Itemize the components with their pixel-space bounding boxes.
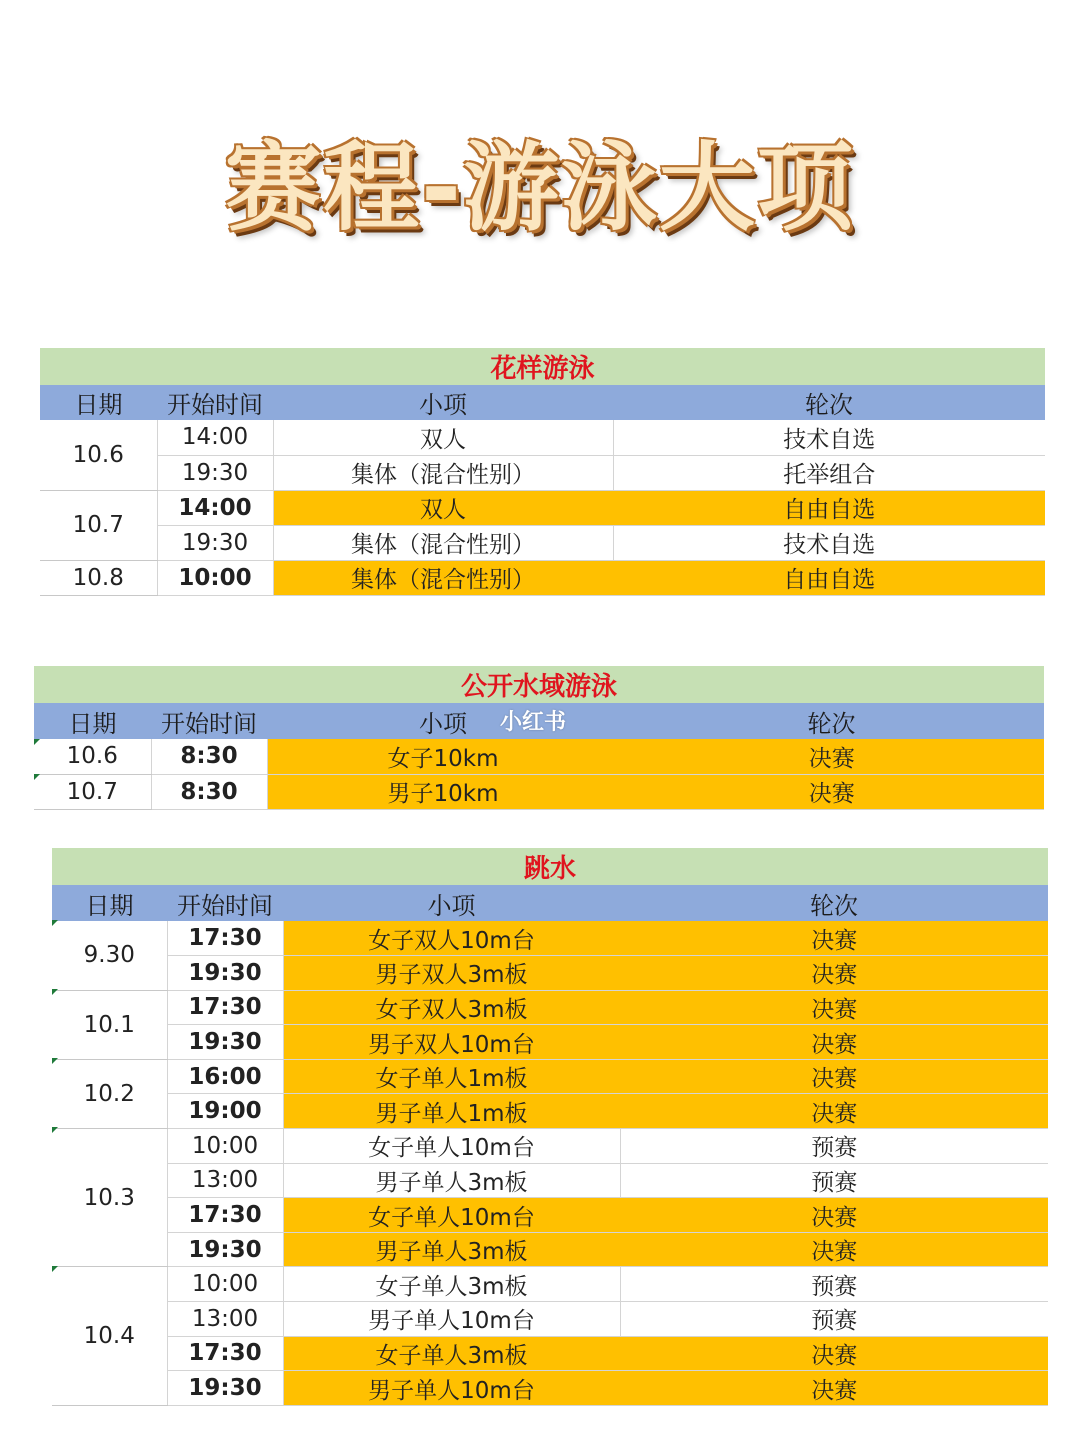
time-cell: 17:30 xyxy=(167,990,283,1025)
round-cell: 预赛 xyxy=(620,1267,1048,1302)
table-row xyxy=(52,990,1048,1025)
round-cell: 自由自选 xyxy=(613,560,1045,595)
table-row xyxy=(52,1059,1048,1094)
round-cell: 决赛 xyxy=(620,921,1048,956)
event-cell: 双人 xyxy=(273,490,613,525)
cell-marker-icon xyxy=(52,920,58,926)
section-title: 公开水域游泳 xyxy=(34,666,1044,703)
time-cell: 10:00 xyxy=(167,1129,283,1164)
time-cell: 19:00 xyxy=(167,1094,283,1129)
cell-marker-icon xyxy=(34,774,40,780)
time-cell: 19:30 xyxy=(167,1025,283,1060)
event-cell: 女子双人3m板 xyxy=(283,990,620,1025)
cell-marker-icon xyxy=(52,1127,58,1133)
round-cell: 自由自选 xyxy=(613,490,1045,525)
event-cell: 男子10km xyxy=(267,774,619,809)
event-cell: 男子单人3m板 xyxy=(283,1163,620,1198)
header-start-time: 开始时间 xyxy=(167,885,283,921)
time-cell: 17:30 xyxy=(167,1336,283,1371)
artistic-swimming-table xyxy=(40,348,1045,596)
header-event: 小项 xyxy=(273,385,613,420)
table-row xyxy=(34,774,1044,809)
round-cell: 技术自选 xyxy=(613,420,1045,455)
event-cell: 双人 xyxy=(273,420,613,455)
table-row xyxy=(52,956,1048,991)
date-cell: 10.4 xyxy=(52,1267,167,1405)
time-cell: 10:00 xyxy=(157,560,273,595)
round-cell: 预赛 xyxy=(620,1163,1048,1198)
round-cell: 决赛 xyxy=(620,956,1048,991)
table-row xyxy=(40,490,1045,525)
round-cell: 决赛 xyxy=(620,1336,1048,1371)
date-cell: 9.30 xyxy=(52,921,167,990)
table-row xyxy=(40,560,1045,595)
event-cell: 女子单人1m板 xyxy=(283,1059,620,1094)
event-cell: 女子单人10m台 xyxy=(283,1198,620,1233)
round-cell: 决赛 xyxy=(620,990,1048,1025)
header-round: 轮次 xyxy=(620,885,1048,921)
event-cell: 男子单人3m板 xyxy=(283,1232,620,1267)
header-start-time: 开始时间 xyxy=(157,385,273,420)
event-cell: 男子单人1m板 xyxy=(283,1094,620,1129)
time-cell: 17:30 xyxy=(167,921,283,956)
time-cell: 14:00 xyxy=(157,420,273,455)
cell-marker-icon xyxy=(52,989,58,995)
header-round: 轮次 xyxy=(613,385,1045,420)
time-cell: 8:30 xyxy=(151,774,267,809)
round-cell: 决赛 xyxy=(620,1198,1048,1233)
table-row xyxy=(40,420,1045,455)
round-cell: 技术自选 xyxy=(613,525,1045,560)
date-cell: 10.7 xyxy=(40,490,157,560)
date-cell: 10.1 xyxy=(52,990,167,1059)
round-cell: 决赛 xyxy=(620,1094,1048,1129)
watermark: 小红书 xyxy=(500,710,567,735)
header-date: 日期 xyxy=(52,885,167,921)
date-cell: 10.7 xyxy=(34,774,151,809)
cell-marker-icon xyxy=(52,1058,58,1064)
diving-table xyxy=(52,848,1048,1406)
event-cell: 男子单人10m台 xyxy=(283,1302,620,1337)
time-cell: 8:30 xyxy=(151,739,267,774)
round-cell: 决赛 xyxy=(619,739,1044,774)
table-row xyxy=(52,1129,1048,1164)
time-cell: 19:30 xyxy=(157,455,273,490)
time-cell: 19:30 xyxy=(157,525,273,560)
event-cell: 集体（混合性别） xyxy=(273,560,613,595)
time-cell: 14:00 xyxy=(157,490,273,525)
date-cell: 10.3 xyxy=(52,1129,167,1267)
event-cell: 男子单人10m台 xyxy=(283,1371,620,1406)
header-start-time: 开始时间 xyxy=(151,703,267,739)
table-row xyxy=(52,1336,1048,1371)
table-row xyxy=(52,1371,1048,1406)
section-title: 花样游泳 xyxy=(40,348,1045,385)
date-cell: 10.8 xyxy=(40,560,157,595)
event-cell: 集体（混合性别） xyxy=(273,525,613,560)
event-cell: 女子10km xyxy=(267,739,619,774)
table-row xyxy=(52,1025,1048,1060)
event-cell: 集体（混合性别） xyxy=(273,455,613,490)
date-cell: 10.6 xyxy=(34,739,151,774)
round-cell: 决赛 xyxy=(620,1025,1048,1060)
time-cell: 10:00 xyxy=(167,1267,283,1302)
table-row xyxy=(52,1163,1048,1198)
header-date: 日期 xyxy=(40,385,157,420)
event-cell: 女子双人10m台 xyxy=(283,921,620,956)
round-cell: 托举组合 xyxy=(613,455,1045,490)
round-cell: 决赛 xyxy=(620,1371,1048,1406)
header-event: 小项 xyxy=(267,703,619,739)
event-cell: 男子双人3m板 xyxy=(283,956,620,991)
round-cell: 决赛 xyxy=(620,1059,1048,1094)
header-round: 轮次 xyxy=(619,703,1044,739)
round-cell: 预赛 xyxy=(620,1129,1048,1164)
time-cell: 16:00 xyxy=(167,1059,283,1094)
date-cell: 10.6 xyxy=(40,420,157,490)
event-cell: 女子单人3m板 xyxy=(283,1336,620,1371)
table-row xyxy=(52,1267,1048,1302)
page-title: 赛程-游泳大项 xyxy=(225,132,855,244)
open-water-table xyxy=(34,666,1044,810)
event-cell: 女子单人10m台 xyxy=(283,1129,620,1164)
round-cell: 决赛 xyxy=(619,774,1044,809)
header-date: 日期 xyxy=(34,703,151,739)
time-cell: 19:30 xyxy=(167,1371,283,1406)
table-row xyxy=(40,525,1045,560)
cell-marker-icon xyxy=(34,739,40,745)
table-row xyxy=(52,1232,1048,1267)
table-row xyxy=(52,1094,1048,1129)
table-row xyxy=(52,921,1048,956)
time-cell: 13:00 xyxy=(167,1302,283,1337)
table-row xyxy=(40,455,1045,490)
time-cell: 19:30 xyxy=(167,956,283,991)
header-event: 小项 xyxy=(283,885,620,921)
table-row xyxy=(52,1302,1048,1337)
time-cell: 17:30 xyxy=(167,1198,283,1233)
table-row xyxy=(52,1198,1048,1233)
time-cell: 13:00 xyxy=(167,1163,283,1198)
round-cell: 决赛 xyxy=(620,1232,1048,1267)
date-cell: 10.2 xyxy=(52,1059,167,1128)
section-title: 跳水 xyxy=(52,848,1048,885)
event-cell: 女子单人3m板 xyxy=(283,1267,620,1302)
table-row xyxy=(34,739,1044,774)
event-cell: 男子双人10m台 xyxy=(283,1025,620,1060)
cell-marker-icon xyxy=(52,1266,58,1272)
round-cell: 预赛 xyxy=(620,1302,1048,1337)
time-cell: 19:30 xyxy=(167,1232,283,1267)
